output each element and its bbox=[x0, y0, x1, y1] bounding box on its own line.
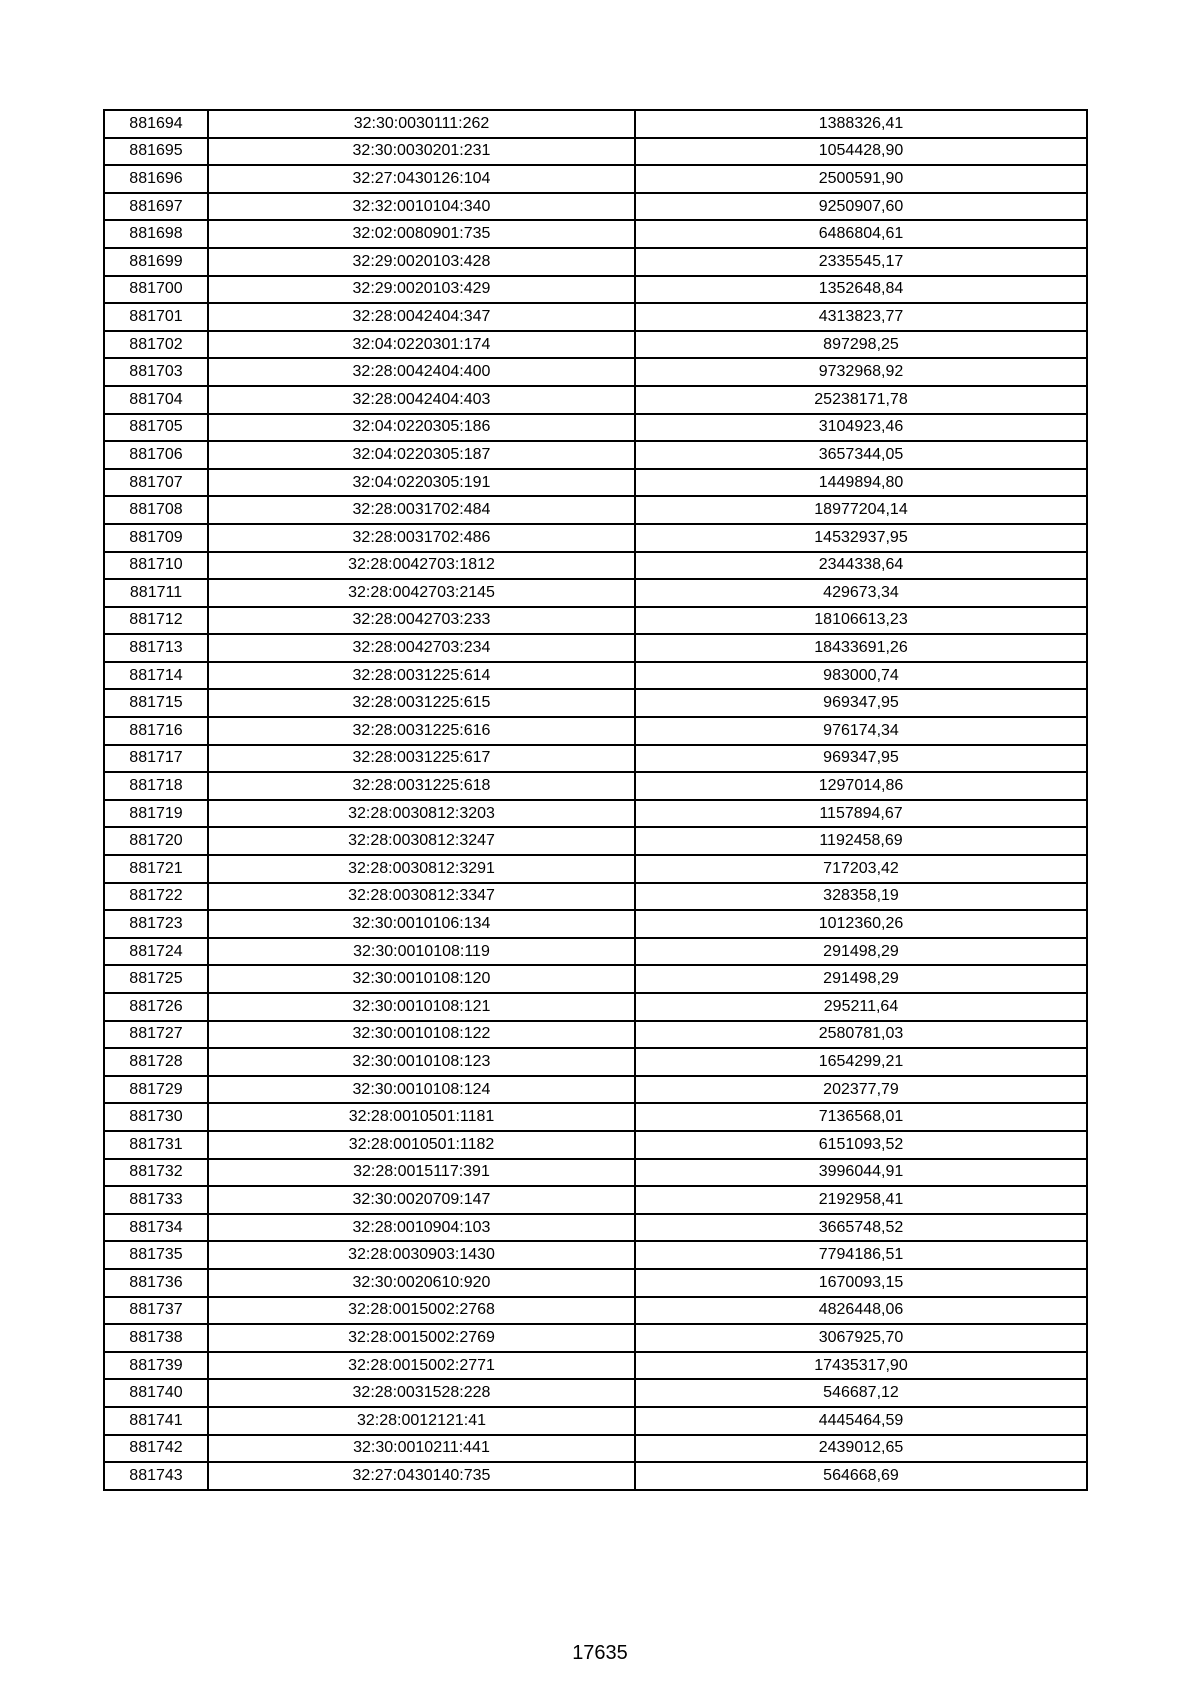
row-number-cell: 881708 bbox=[104, 496, 208, 524]
row-number-cell: 881705 bbox=[104, 414, 208, 442]
table-row bbox=[104, 772, 1087, 800]
value-cell: 1012360,26 bbox=[635, 910, 1087, 938]
cadastral-number-cell: 32:28:0031225:617 bbox=[208, 745, 635, 773]
table-row bbox=[104, 524, 1087, 552]
table-row bbox=[104, 717, 1087, 745]
value-cell: 328358,19 bbox=[635, 883, 1087, 911]
cadastral-number-cell: 32:28:0031225:616 bbox=[208, 717, 635, 745]
cadastral-number-cell: 32:30:0030201:231 bbox=[208, 138, 635, 166]
table-row bbox=[104, 469, 1087, 497]
cadastral-number-cell: 32:29:0020103:429 bbox=[208, 276, 635, 304]
cadastral-number-cell: 32:32:0010104:340 bbox=[208, 193, 635, 221]
row-number-cell: 881714 bbox=[104, 662, 208, 690]
table-row bbox=[104, 800, 1087, 828]
table-row bbox=[104, 965, 1087, 993]
cadastral-number-cell: 32:28:0031702:486 bbox=[208, 524, 635, 552]
value-cell: 2500591,90 bbox=[635, 165, 1087, 193]
cadastral-number-cell: 32:28:0030812:3247 bbox=[208, 827, 635, 855]
row-number-cell: 881728 bbox=[104, 1048, 208, 1076]
value-cell: 6486804,61 bbox=[635, 220, 1087, 248]
cadastral-number-cell: 32:02:0080901:735 bbox=[208, 220, 635, 248]
value-cell: 18433691,26 bbox=[635, 634, 1087, 662]
value-cell: 546687,12 bbox=[635, 1379, 1087, 1407]
table-row bbox=[104, 1214, 1087, 1242]
table-row bbox=[104, 1048, 1087, 1076]
row-number-cell: 881743 bbox=[104, 1462, 208, 1490]
cadastral-number-cell: 32:28:0015002:2769 bbox=[208, 1324, 635, 1352]
value-cell: 4826448,06 bbox=[635, 1297, 1087, 1325]
cadastral-number-cell: 32:28:0012121:41 bbox=[208, 1407, 635, 1435]
value-cell: 7136568,01 bbox=[635, 1103, 1087, 1131]
value-cell: 3665748,52 bbox=[635, 1214, 1087, 1242]
table-row bbox=[104, 579, 1087, 607]
value-cell: 25238171,78 bbox=[635, 386, 1087, 414]
value-cell: 969347,95 bbox=[635, 689, 1087, 717]
cadastral-number-cell: 32:30:0010108:119 bbox=[208, 938, 635, 966]
cadastral-number-cell: 32:29:0020103:428 bbox=[208, 248, 635, 276]
table-row bbox=[104, 1462, 1087, 1490]
row-number-cell: 881703 bbox=[104, 358, 208, 386]
row-number-cell: 881725 bbox=[104, 965, 208, 993]
table-row bbox=[104, 414, 1087, 442]
cadastral-number-cell: 32:30:0010108:121 bbox=[208, 993, 635, 1021]
cadastral-number-cell: 32:30:0020610:920 bbox=[208, 1269, 635, 1297]
value-cell: 1352648,84 bbox=[635, 276, 1087, 304]
table-row bbox=[104, 1131, 1087, 1159]
table-row bbox=[104, 1159, 1087, 1187]
table-row bbox=[104, 689, 1087, 717]
value-cell: 1297014,86 bbox=[635, 772, 1087, 800]
value-cell: 18106613,23 bbox=[635, 607, 1087, 635]
row-number-cell: 881741 bbox=[104, 1407, 208, 1435]
value-cell: 3657344,05 bbox=[635, 441, 1087, 469]
table-row bbox=[104, 1269, 1087, 1297]
value-cell: 2344338,64 bbox=[635, 552, 1087, 580]
row-number-cell: 881713 bbox=[104, 634, 208, 662]
table-row bbox=[104, 1297, 1087, 1325]
row-number-cell: 881707 bbox=[104, 469, 208, 497]
cadastral-number-cell: 32:04:0220305:187 bbox=[208, 441, 635, 469]
value-cell: 1388326,41 bbox=[635, 110, 1087, 138]
cadastral-number-cell: 32:28:0042703:234 bbox=[208, 634, 635, 662]
cadastral-number-cell: 32:28:0042703:233 bbox=[208, 607, 635, 635]
page-number: 17635 bbox=[572, 1642, 628, 1664]
table-row bbox=[104, 331, 1087, 359]
table-row bbox=[104, 662, 1087, 690]
value-cell: 2192958,41 bbox=[635, 1186, 1087, 1214]
row-number-cell: 881696 bbox=[104, 165, 208, 193]
cadastral-number-cell: 32:28:0031225:614 bbox=[208, 662, 635, 690]
row-number-cell: 881700 bbox=[104, 276, 208, 304]
cadastral-number-cell: 32:28:0031528:228 bbox=[208, 1379, 635, 1407]
value-cell: 429673,34 bbox=[635, 579, 1087, 607]
table-body bbox=[104, 110, 1087, 1490]
value-cell: 983000,74 bbox=[635, 662, 1087, 690]
table-row bbox=[104, 1352, 1087, 1380]
row-number-cell: 881729 bbox=[104, 1076, 208, 1104]
value-cell: 3104923,46 bbox=[635, 414, 1087, 442]
cadastral-number-cell: 32:30:0010108:122 bbox=[208, 1021, 635, 1049]
cadastral-number-cell: 32:28:0030903:1430 bbox=[208, 1241, 635, 1269]
row-number-cell: 881706 bbox=[104, 441, 208, 469]
table-row bbox=[104, 193, 1087, 221]
cadastral-number-cell: 32:30:0020709:147 bbox=[208, 1186, 635, 1214]
cadastral-number-cell: 32:28:0030812:3203 bbox=[208, 800, 635, 828]
value-cell: 1192458,69 bbox=[635, 827, 1087, 855]
table-row bbox=[104, 1435, 1087, 1463]
table-row bbox=[104, 1021, 1087, 1049]
cadastral-number-cell: 32:30:0010211:441 bbox=[208, 1435, 635, 1463]
value-cell: 9250907,60 bbox=[635, 193, 1087, 221]
table-row bbox=[104, 1076, 1087, 1104]
table-row bbox=[104, 883, 1087, 911]
value-cell: 4445464,59 bbox=[635, 1407, 1087, 1435]
row-number-cell: 881697 bbox=[104, 193, 208, 221]
row-number-cell: 881739 bbox=[104, 1352, 208, 1380]
table-row bbox=[104, 1324, 1087, 1352]
table-row bbox=[104, 745, 1087, 773]
table-row bbox=[104, 248, 1087, 276]
row-number-cell: 881727 bbox=[104, 1021, 208, 1049]
row-number-cell: 881731 bbox=[104, 1131, 208, 1159]
value-cell: 14532937,95 bbox=[635, 524, 1087, 552]
row-number-cell: 881742 bbox=[104, 1435, 208, 1463]
table-row bbox=[104, 552, 1087, 580]
value-cell: 969347,95 bbox=[635, 745, 1087, 773]
cadastral-number-cell: 32:30:0010108:120 bbox=[208, 965, 635, 993]
cadastral-number-cell: 32:30:0010108:123 bbox=[208, 1048, 635, 1076]
cadastral-number-cell: 32:28:0010501:1181 bbox=[208, 1103, 635, 1131]
table-row bbox=[104, 303, 1087, 331]
table-row bbox=[104, 358, 1087, 386]
value-cell: 564668,69 bbox=[635, 1462, 1087, 1490]
cadastral-number-cell: 32:04:0220305:191 bbox=[208, 469, 635, 497]
value-cell: 202377,79 bbox=[635, 1076, 1087, 1104]
cadastral-number-cell: 32:27:0430140:735 bbox=[208, 1462, 635, 1490]
value-cell: 291498,29 bbox=[635, 938, 1087, 966]
table-row bbox=[104, 496, 1087, 524]
value-cell: 1054428,90 bbox=[635, 138, 1087, 166]
table-row bbox=[104, 1379, 1087, 1407]
row-number-cell: 881738 bbox=[104, 1324, 208, 1352]
value-cell: 897298,25 bbox=[635, 331, 1087, 359]
row-number-cell: 881726 bbox=[104, 993, 208, 1021]
table-row bbox=[104, 1186, 1087, 1214]
row-number-cell: 881709 bbox=[104, 524, 208, 552]
table-row bbox=[104, 220, 1087, 248]
table-row bbox=[104, 607, 1087, 635]
cadastral-number-cell: 32:28:0015117:391 bbox=[208, 1159, 635, 1187]
row-number-cell: 881730 bbox=[104, 1103, 208, 1131]
cadastral-number-cell: 32:04:0220301:174 bbox=[208, 331, 635, 359]
row-number-cell: 881737 bbox=[104, 1297, 208, 1325]
row-number-cell: 881719 bbox=[104, 800, 208, 828]
table-row bbox=[104, 386, 1087, 414]
cadastral-number-cell: 32:28:0042703:2145 bbox=[208, 579, 635, 607]
value-cell: 1670093,15 bbox=[635, 1269, 1087, 1297]
cadastral-number-cell: 32:04:0220305:186 bbox=[208, 414, 635, 442]
cadastral-number-cell: 32:28:0042404:403 bbox=[208, 386, 635, 414]
row-number-cell: 881724 bbox=[104, 938, 208, 966]
row-number-cell: 881716 bbox=[104, 717, 208, 745]
table-row bbox=[104, 910, 1087, 938]
table-row bbox=[104, 827, 1087, 855]
row-number-cell: 881736 bbox=[104, 1269, 208, 1297]
row-number-cell: 881718 bbox=[104, 772, 208, 800]
table-row bbox=[104, 938, 1087, 966]
value-cell: 1157894,67 bbox=[635, 800, 1087, 828]
value-cell: 295211,64 bbox=[635, 993, 1087, 1021]
cadastral-number-cell: 32:28:0042404:400 bbox=[208, 358, 635, 386]
row-number-cell: 881720 bbox=[104, 827, 208, 855]
data-table bbox=[103, 109, 1088, 1491]
row-number-cell: 881717 bbox=[104, 745, 208, 773]
value-cell: 291498,29 bbox=[635, 965, 1087, 993]
cadastral-number-cell: 32:28:0010501:1182 bbox=[208, 1131, 635, 1159]
value-cell: 717203,42 bbox=[635, 855, 1087, 883]
table-row bbox=[104, 110, 1087, 138]
value-cell: 17435317,90 bbox=[635, 1352, 1087, 1380]
cadastral-number-cell: 32:28:0031702:484 bbox=[208, 496, 635, 524]
cadastral-number-cell: 32:30:0010108:124 bbox=[208, 1076, 635, 1104]
cadastral-number-cell: 32:28:0042404:347 bbox=[208, 303, 635, 331]
row-number-cell: 881699 bbox=[104, 248, 208, 276]
value-cell: 2439012,65 bbox=[635, 1435, 1087, 1463]
cadastral-number-cell: 32:28:0030812:3347 bbox=[208, 883, 635, 911]
cadastral-number-cell: 32:30:0010106:134 bbox=[208, 910, 635, 938]
cadastral-number-cell: 32:30:0030111:262 bbox=[208, 110, 635, 138]
cadastral-number-cell: 32:27:0430126:104 bbox=[208, 165, 635, 193]
row-number-cell: 881740 bbox=[104, 1379, 208, 1407]
row-number-cell: 881732 bbox=[104, 1159, 208, 1187]
value-cell: 18977204,14 bbox=[635, 496, 1087, 524]
value-cell: 4313823,77 bbox=[635, 303, 1087, 331]
value-cell: 6151093,52 bbox=[635, 1131, 1087, 1159]
row-number-cell: 881704 bbox=[104, 386, 208, 414]
cadastral-number-cell: 32:28:0031225:615 bbox=[208, 689, 635, 717]
row-number-cell: 881695 bbox=[104, 138, 208, 166]
row-number-cell: 881715 bbox=[104, 689, 208, 717]
table-row bbox=[104, 165, 1087, 193]
value-cell: 2580781,03 bbox=[635, 1021, 1087, 1049]
value-cell: 7794186,51 bbox=[635, 1241, 1087, 1269]
value-cell: 9732968,92 bbox=[635, 358, 1087, 386]
value-cell: 1449894,80 bbox=[635, 469, 1087, 497]
row-number-cell: 881698 bbox=[104, 220, 208, 248]
row-number-cell: 881701 bbox=[104, 303, 208, 331]
value-cell: 3067925,70 bbox=[635, 1324, 1087, 1352]
row-number-cell: 881710 bbox=[104, 552, 208, 580]
table-row bbox=[104, 993, 1087, 1021]
cadastral-number-cell: 32:28:0030812:3291 bbox=[208, 855, 635, 883]
row-number-cell: 881733 bbox=[104, 1186, 208, 1214]
table-row bbox=[104, 138, 1087, 166]
row-number-cell: 881711 bbox=[104, 579, 208, 607]
cadastral-number-cell: 32:28:0015002:2768 bbox=[208, 1297, 635, 1325]
row-number-cell: 881712 bbox=[104, 607, 208, 635]
cadastral-number-cell: 32:28:0031225:618 bbox=[208, 772, 635, 800]
cadastral-number-cell: 32:28:0015002:2771 bbox=[208, 1352, 635, 1380]
table-row bbox=[104, 441, 1087, 469]
table-row bbox=[104, 634, 1087, 662]
table-row bbox=[104, 1407, 1087, 1435]
row-number-cell: 881722 bbox=[104, 883, 208, 911]
table-row bbox=[104, 276, 1087, 304]
cadastral-number-cell: 32:28:0010904:103 bbox=[208, 1214, 635, 1242]
value-cell: 2335545,17 bbox=[635, 248, 1087, 276]
value-cell: 1654299,21 bbox=[635, 1048, 1087, 1076]
cadastral-number-cell: 32:28:0042703:1812 bbox=[208, 552, 635, 580]
table-row bbox=[104, 1241, 1087, 1269]
value-cell: 976174,34 bbox=[635, 717, 1087, 745]
row-number-cell: 881723 bbox=[104, 910, 208, 938]
table-row bbox=[104, 1103, 1087, 1131]
row-number-cell: 881735 bbox=[104, 1241, 208, 1269]
row-number-cell: 881721 bbox=[104, 855, 208, 883]
value-cell: 3996044,91 bbox=[635, 1159, 1087, 1187]
row-number-cell: 881694 bbox=[104, 110, 208, 138]
table-row bbox=[104, 855, 1087, 883]
row-number-cell: 881702 bbox=[104, 331, 208, 359]
row-number-cell: 881734 bbox=[104, 1214, 208, 1242]
